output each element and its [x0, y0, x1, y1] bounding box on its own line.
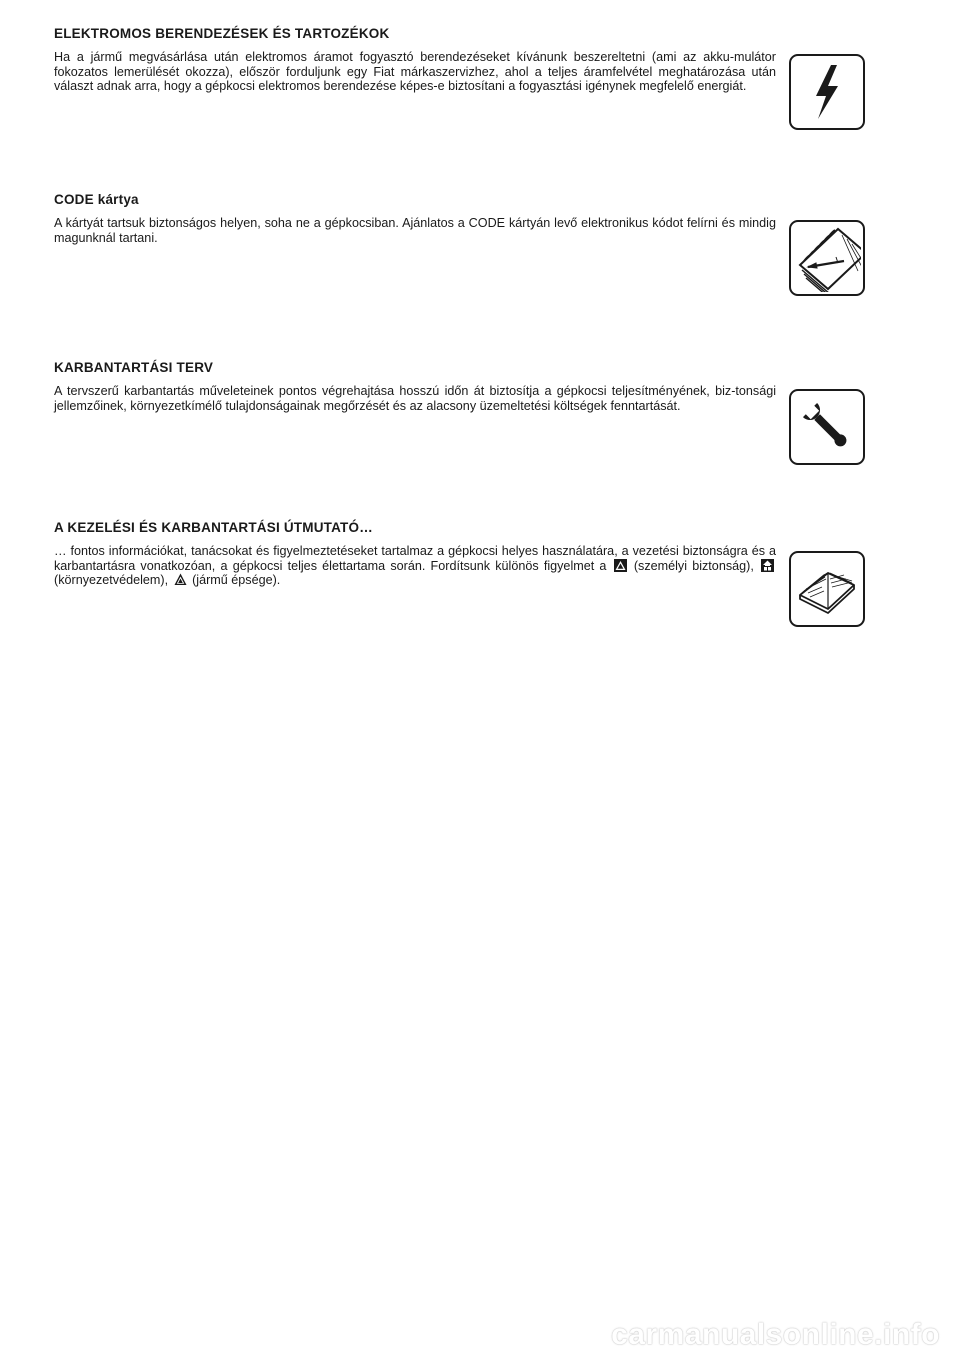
section-maintenance-plan — [54, 360, 776, 413]
section-body: A kártyát tartsuk biztonságos helyen, soha ne a gépkocsiban. Ajánlatos a CODE kártyán levő elektronikus kódot felírni és mindig magunknál tartani. — [54, 216, 776, 245]
notebook-pen-icon — [789, 220, 865, 296]
personal-safety-warning-icon — [614, 559, 627, 572]
section-body: A tervszerű karbantartás műveleteinek pontos végrehajtása hosszú időn át biztosítja a gépkocsi teljesítményének, biz-tonsági jellemzőinek, környezetkímélő tulajdonságainak megőrzését és az alacsony üzemeltetési költségek fenntartását. — [54, 384, 776, 413]
section-title: A KEZELÉSI ÉS KARBANTARTÁSI ÚTMUTATÓ… — [54, 520, 373, 535]
section-title: ELEKTROMOS BERENDEZÉSEK ÉS TARTOZÉKOK — [54, 26, 390, 41]
section-manual — [54, 520, 776, 588]
section-body: … fontos információkat, tanácsokat és figyelmeztetéseket tartalmaz a gépkocsi helyes használatára, a vezetési biztonságra és a karbantartásra vonatkozóan, a gépkocsi teljes élettartama során. Fordítsunk különös figyelmet a (személyi biztonság), (környezetvédelem), (jármű épsége). — [54, 544, 776, 588]
section-code-card — [54, 192, 776, 245]
section-electrical — [54, 26, 776, 94]
vehicle-integrity-warning-icon — [174, 573, 187, 586]
lightning-bolt-icon — [789, 54, 865, 130]
watermark-url: carmanualsonline.info — [611, 1318, 940, 1351]
section-title: KARBANTARTÁSI TERV — [54, 360, 214, 375]
wrench-icon — [789, 389, 865, 465]
section-body: Ha a jármű megvásárlása után elektromos áramot fogyasztó berendezéseket kívánunk beszereltetni (ami az akku-mulátor fokozatos lemerülését okozza), először forduljunk egy Fiat márkaszervizhez, ahol a teljes áramfelvétel meghatározása után választ adnak arra, hogy a gépkocsi elektromos berendezése képes-e biztosítani a fogyasztási igénynek megfelelő energiát. — [54, 50, 776, 94]
open-book-icon — [789, 551, 865, 627]
environment-protection-icon — [761, 559, 774, 572]
section-title: CODE kártya — [54, 192, 139, 207]
